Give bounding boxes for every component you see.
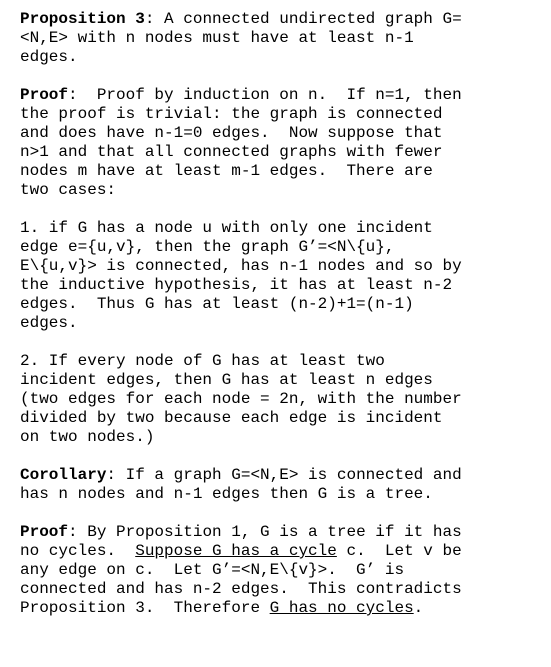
corollary-proof-label: Proof (20, 523, 69, 541)
proof-text: : Proof by induction on n. If n=1, then the proof is trivial: the graph is connected and does have n-1=0 edges. Now suppose that n>1 and that all connected graphs with fewer nodes m have at least m-1 edges. There are two cases: (20, 86, 462, 199)
proposition-paragraph (20, 10, 546, 67)
underlined-assumption: Suppose G has a cycle (135, 542, 337, 560)
corollary-label: Corollary (20, 466, 107, 484)
corollary-proof-text-a: : By Proposition 1, G is a tree if it has no cycles. (20, 523, 462, 560)
proposition-text: : A connected undirected graph G= <N,E> with n nodes must have at least n-1 edges. (20, 10, 462, 66)
case-one-text: 1. if G has a node u with only one incident edge e={u,v}, then the graph G’=<N\{u}, E\{u,v}> is connected, has n-1 nodes and so by the inductive hypothesis, it has at least n-2 edges. Thus G has at least (n-2)+1=(n-1) edges. (20, 219, 462, 332)
corollary-proof-text-b: c. Let v be any edge on c. Let G’=<N,E\{v}>. G’ is connected and has n-2 edges. This contradicts Proposition 3. Therefore (20, 542, 462, 617)
case-one-paragraph (20, 219, 546, 333)
case-two-paragraph (20, 352, 546, 447)
corollary-proof-text-c: . (413, 599, 424, 617)
proof-paragraph (20, 86, 546, 200)
corollary-proof-paragraph (20, 523, 546, 618)
proposition-label: Proposition 3 (20, 10, 145, 28)
underlined-conclusion: G has no cycles (269, 599, 414, 617)
corollary-text: : If a graph G=<N,E> is connected and has n nodes and n-1 edges then G is a tree. (20, 466, 462, 503)
corollary-paragraph (20, 466, 546, 504)
case-two-text: 2. If every node of G has at least two incident edges, then G has at least n edges (two edges for each node = 2n, with the number divided by two because each edge is incident on two nodes.) (20, 352, 462, 446)
document-page (20, 10, 546, 637)
proof-label: Proof (20, 86, 69, 104)
